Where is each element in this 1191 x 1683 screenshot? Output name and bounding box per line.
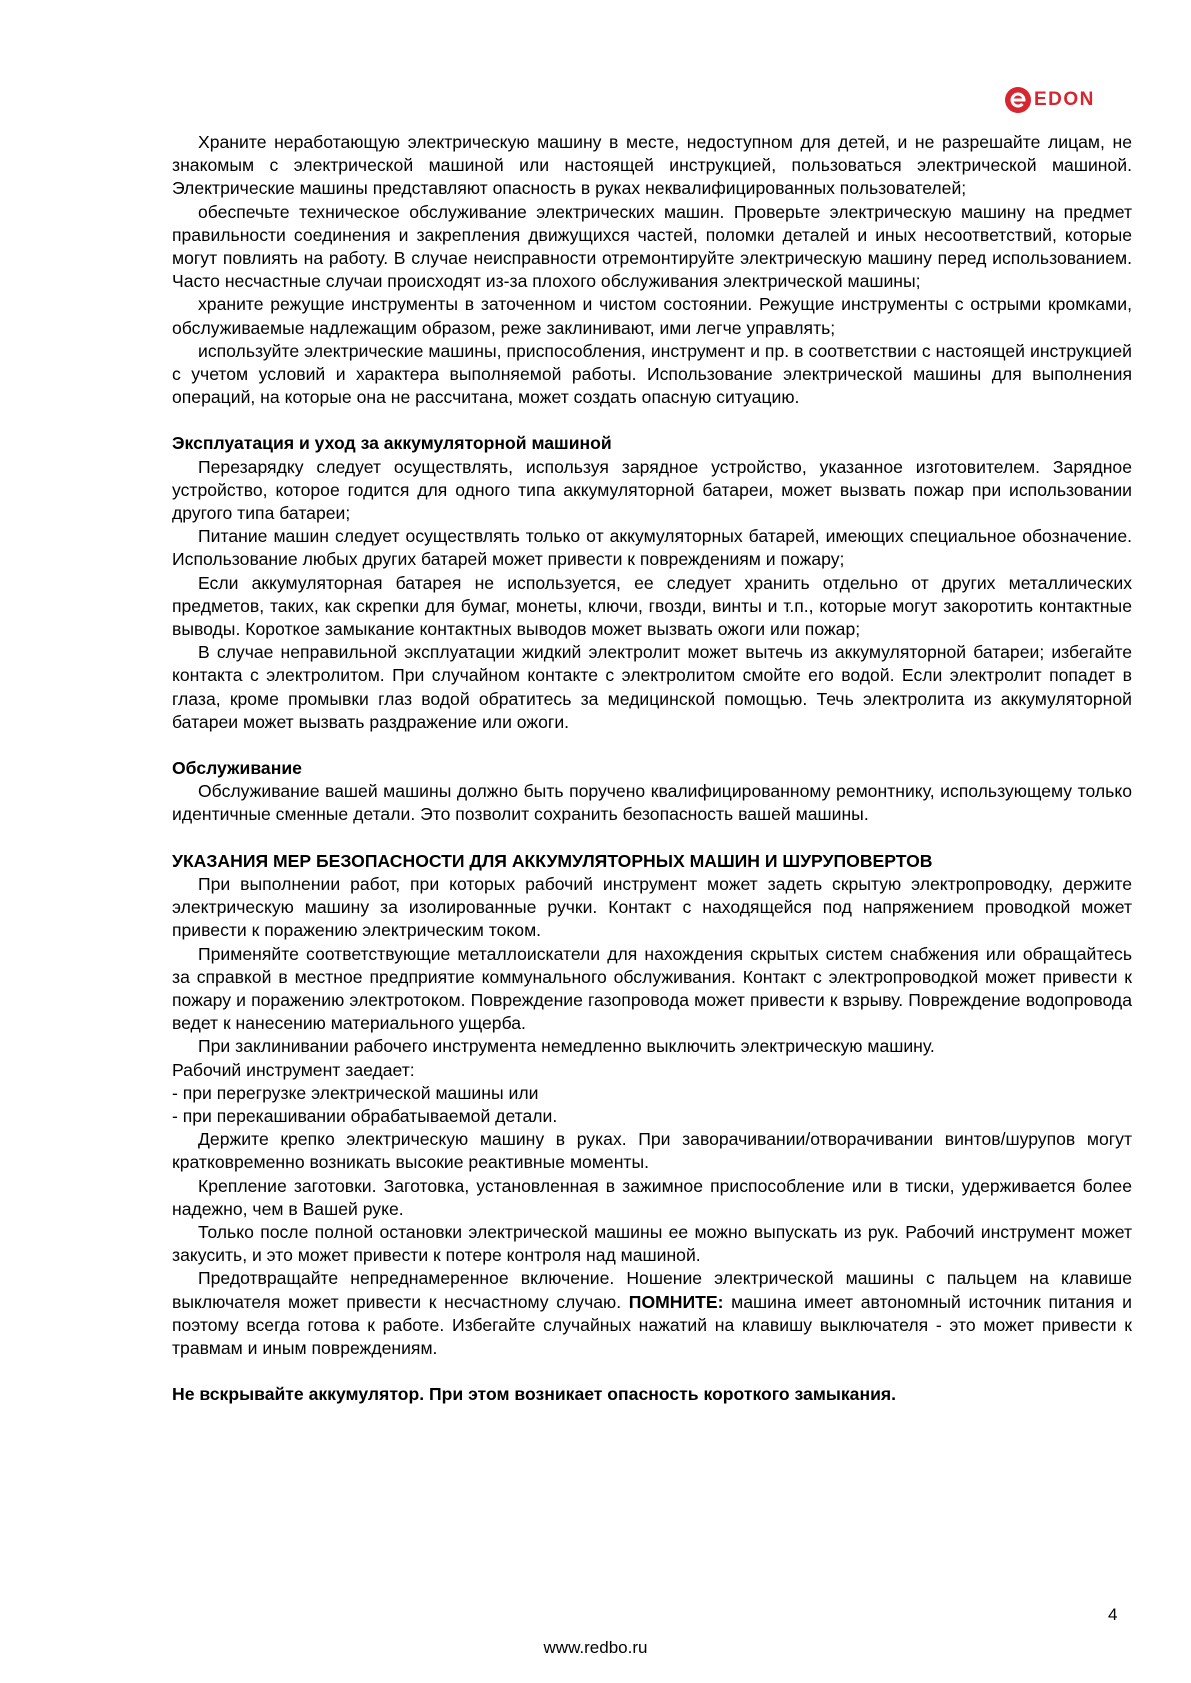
brand-logo (1004, 80, 1114, 120)
section-heading-safety: УКАЗАНИЯ МЕР БЕЗОПАСНОСТИ ДЛЯ АККУМУЛЯТОРНЫХ МАШИН И ШУРУПОВЕРТОВ (172, 850, 933, 871)
paragraph: Перезарядку следует осуществлять, используя зарядное устройство, указанное изготовителем. Зарядное устройство, которое годится для одного типа аккумуляторной батареи, может вызвать пожар при использовании другого типа батареи; (172, 456, 1132, 524)
paragraph-with-emphasis (172, 1267, 1132, 1360)
paragraph: При заклинивании рабочего инструмента немедленно выключить электрическую машину. (198, 1036, 935, 1057)
brand-logo-icon (1004, 86, 1032, 114)
warning-text: Не вскрывайте аккумулятор. При этом возникает опасность короткого замыкания. (172, 1384, 897, 1405)
paragraph-text: Предотвращайте непреднамеренное включение. Ношение электрической машины с пальцем на клавише выключателя может привести к несчастному случаю. (172, 1268, 1132, 1312)
page-number: 4 (1108, 1605, 1118, 1624)
paragraph: обеспечьте техническое обслуживание электрических машин. Проверьте электрическую машину на предмет правильности соединения и закрепления движущихся частей, поломки деталей и иных несоответствий, которые могут повлиять на работу. В случае неисправности отремонтируйте электрическую машину перед использованием. Часто несчастные случаи происходят из-за плохого обслуживания электрической машины; (172, 201, 1132, 292)
emphasis-remember: ПОМНИТЕ: (628, 1291, 724, 1312)
list-item: - при перегрузке электрической машины или (172, 1082, 539, 1103)
paragraph: храните режущие инструменты в заточенном и чистом состоянии. Режущие инструменты с острыми кромками, обслуживаемые надлежащим образом, реже заклинивают, ими легче управлять; (172, 294, 1132, 338)
paragraph: Питание машин следует осуществлять только от аккумуляторных батарей, имеющих специальное обозначение. Использование любых других батарей может привести к повреждениям и пожару; (172, 526, 1132, 570)
paragraph: Держите крепко электрическую машину в руках. При заворачивании/отворачивании винтов/шурупов могут кратковременно возникать высокие реактивные моменты. (172, 1129, 1132, 1173)
paragraph: Крепление заготовки. Заготовка, установленная в зажимное приспособление или в тиски, удерживается более надежно, чем в Вашей руке. (172, 1175, 1132, 1219)
paragraph: Обслуживание вашей машины должно быть поручено квалифицированному ремонтнику, использующему только идентичные сменные детали. Это позволит сохранить безопасность вашей машины. (172, 781, 1132, 825)
document-body (172, 131, 1132, 1406)
section-heading-battery: Эксплуатация и уход за аккумуляторной машиной (172, 433, 612, 454)
paragraph: При выполнении работ, при которых рабочий инструмент может задеть скрытую электропроводку, держите электрическую машину за изолированные ручки. Контакт с находящейся под напряжением проводкой может привести к поражению электрическим током. (172, 873, 1132, 941)
paragraph-text: машина имеет автономный источник питания и поэтому всегда готова к работе. Избегайте случайных нажатий на клавишу выключателя - это может привести к травмам и иным повреждениям. (172, 1291, 1132, 1358)
section-heading-service: Обслуживание (172, 758, 302, 779)
brand-logo-text: EDON (1034, 89, 1095, 110)
paragraph: Храните неработающую электрическую машину в месте, недоступном для детей, и не разрешайте лицам, не знакомым с электрической машиной или настоящей инструкцией, пользоваться электрической машиной. Электрические машины представляют опасность в руках неквалифицированных пользователей; (172, 132, 1132, 199)
paragraph: используйте электрические машины, приспособления, инструмент и пр. в соответствии с настоящей инструкцией с учетом условий и характера выполняемой работы. Использование электрической машины для выполнения операций, на которые она не рассчитана, может создать опасную ситуацию. (172, 340, 1132, 408)
paragraph: Применяйте соответствующие металлоискатели для нахождения скрытых систем снабжения или обращайтесь за справкой в местное предприятие коммунального обслуживания. Контакт с электропроводкой может привести к пожару и поражению электротоком. Повреждение газопровода может привести к взрыву. Повреждение водопровода ведет к нанесению материального ущерба. (172, 943, 1132, 1034)
paragraph: Только после полной остановки электрической машины ее можно выпускать из рук. Рабочий инструмент может закусить, и это может привести к потере контроля над машиной. (172, 1221, 1132, 1266)
footer-url: www.redbo.ru (543, 1638, 648, 1657)
paragraph-line: Рабочий инструмент заедает: (172, 1059, 415, 1080)
paragraph: Если аккумуляторная батарея не используется, ее следует хранить отдельно от других металлических предметов, таких, как скрепки для бумаг, монеты, ключи, гвозди, винты и т.п., которые могут закоротить контактные выводы. Короткое замыкание контактных выводов может вызвать ожоги или пожар; (172, 572, 1132, 640)
paragraph: В случае неправильной эксплуатации жидкий электролит может вытечь из аккумуляторной батареи; избегайте контакта с электролитом. При случайном контакте с электролитом смойте его водой. Если электролит попадет в глаза, кроме промывки глаз водой обратитесь за медицинской помощью. Течь электролита из аккумуляторной батареи может вызвать раздражение или ожоги. (172, 642, 1132, 732)
list-item: - при перекашивании обрабатываемой детали. (172, 1105, 558, 1126)
